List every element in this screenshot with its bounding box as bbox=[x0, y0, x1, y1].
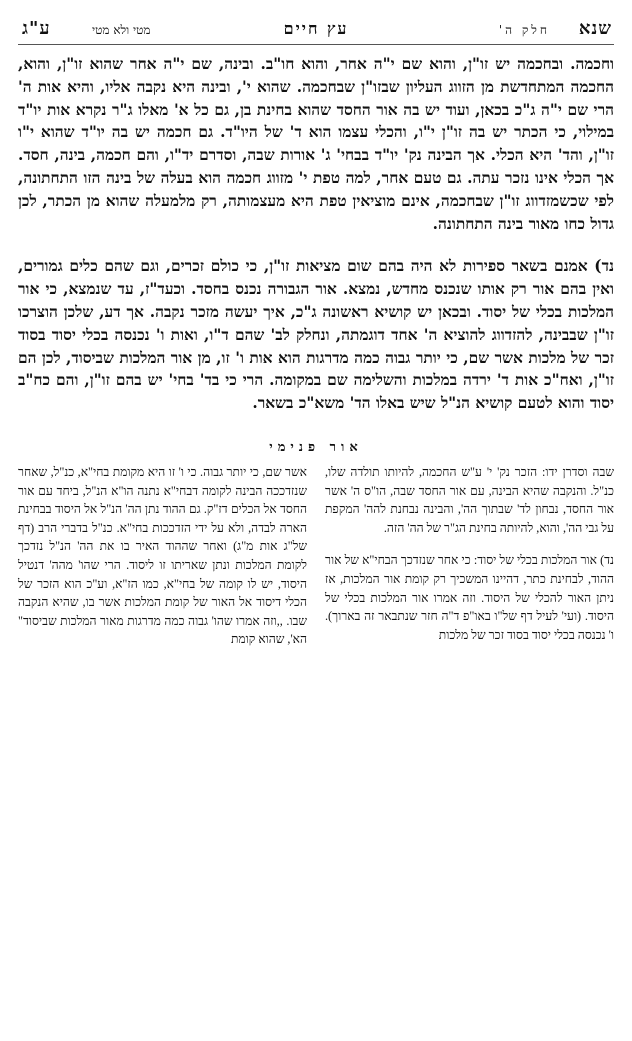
section-label: מטי ולא מטי bbox=[92, 23, 151, 37]
main-paragraph: וחכמה. ובחכמה יש זו"ן, והוא שם י"ה אחר, והוא חו"ב. ובינה, שם י"ה אחר שהוא זו"ן, והוא, החכמה המתחדשת מן הזווג העליון שבזו"ן שבחכמה. שהוא י', ובינה היא נקבה אליו, והיא אות ה' הרי שם י"ה ג"כ בכאן, ועוד יש בה אור החסד שהוא בחינת בן, גם כל א' מאלו ג"ר נקרא אות יו"ד במילוי, כי הכתר יש בה זו"ן י"ו, והכלי עצמו הוא ד' של היו"ד. גם חכמה יש בה יו"ד שהוא י"ו זו"ן, והד' היא הכלי. אך הבינה נק' יו"ד בבחי' ג' אורות שבה, וסדרם יד"ו, והם חכמה, בינה, חסד. אך הכלי אינו נזכר עתה. גם טעם אחר, למה טפת י' מזווג חכמה הוא בעלה של בינה הזו התחתונה, לפי שכשמזדווג זו"ן שבחכמה, אינם מוציאין טפת היא מעצמותה, רק מלמעלה שהוא מן הכתר, לכן גדול כחו מאור בינה התחתונה. bbox=[18, 55, 614, 233]
commentary-paragraph: נד) אור המלכות בכלי של יסוד: כי אחר שנזדכך הבחי"א של אור ההוד, לבחינת כתר, דהיינו המשכיך רק קומת אור המלכות, אז ניתן האור להכלי של היסוד. וזה אמרו אור המלכות בכלי של היסוד. (ועי' לעיל דף של"ו באו"פ ד"ה חזר שנתבאר זה בארוך). ו' נכנסה בכלי יסוד בסוד זכר של מלכות bbox=[325, 553, 614, 642]
commentary-paragraph: אשר שם, כי יותר גבוה. כי ו' זו היא מקומת בחי"א, כנ"ל, שאחר שנזדככה הבינה לקומה דבחי"א נתנה הו"א הנ"ל, ביחד עם אור החסד אל הכלים דז"ק. גם ההוד נתן הה' הנ"ל אל היסוד בבחינת הארה לבדה, ולא על ידי הזדככות בחי"א. כנ"ל בדברי הרב (דף של"ג אות מ"ג) ואחר שההוד האיר בו את הה' הנ"ל נזדכך לקומת המלכות ונתן שאריתו זו ליסוד. הרי שהו' מהה' דנטיל היסוד, יש לו קומה של בחי"א, כמו הז"א, וע"כ הוא הזכר של הכלי דיסוד אל האור של קומת המלכות אשר בו, שהיא הנקבה שבו. ,,וזה אמרו שהו' גבוה כמה מדרגות מאור המלכות שביסוד" הא', שהוא קומת bbox=[18, 464, 307, 647]
commentary-column-left bbox=[18, 463, 307, 649]
commentary-title: אור פנימי bbox=[269, 439, 363, 455]
main-paragraph: נד) אמנם בשאר ספירות לא היה בהם שום מציאות זו"ן, כי כולם זכרים, וגם שהם כלים גמורים, ואין בהם אור רק אותו שנכנס מחדש, נמצא. אור הגבורה נכנס בחסד. וכעד"ז, עד שנמצא, כי אור המלכות בכלי של יסוד. ובכאן יש קושיא ראשונה ג"כ, איך יעשה מזכר נקבה. אך דע, שלכן הוצרכו זו"ן שבבינה, להזדווג להוציא ה' אחד דוגמתה, ונחלק לב' שהם ד"ו, ואות ו' נכנסה בכלי יסוד בסוד זכר של מלכות אשר שם, כי יותר גבוה כמה מדרגות הוא אות ו' זו, מן אור המלכות שביסוד, לכן הם זו"ן, ואח"כ אות ד' ירדה במלכות והשלימה שם במקומה. הרי כי בד' בחי' יש בהם זו"ן, והם כח"ב יסוד והוא לטעם קושיא הנ"ל שיש באלו הד' משא"כ בשאר. bbox=[18, 257, 614, 413]
page-number: שנא bbox=[578, 18, 612, 39]
page-header bbox=[18, 14, 614, 45]
commentary-columns bbox=[18, 463, 614, 649]
folio-number: ע"ג bbox=[22, 18, 51, 39]
part-label: חלק ה' bbox=[498, 23, 550, 37]
book-title: עץ חיים bbox=[283, 19, 349, 38]
commentary-paragraph: שבה וסדרן ידו: הזכר נק' י' ע"ש החכמה, להיותו תולדה שלו, כנ"ל. והנקבה שהיא הבינה, עם אור החסד שבה, הו"ס ה' אשר אור החסד, נבחון לד' שבתוך הה', והבינה נבחנת להה' המקפת על גבי הה', והוא, להיותה בחינת הג"ר של הה' הזה. bbox=[325, 464, 614, 535]
commentary-column-right bbox=[325, 463, 614, 649]
